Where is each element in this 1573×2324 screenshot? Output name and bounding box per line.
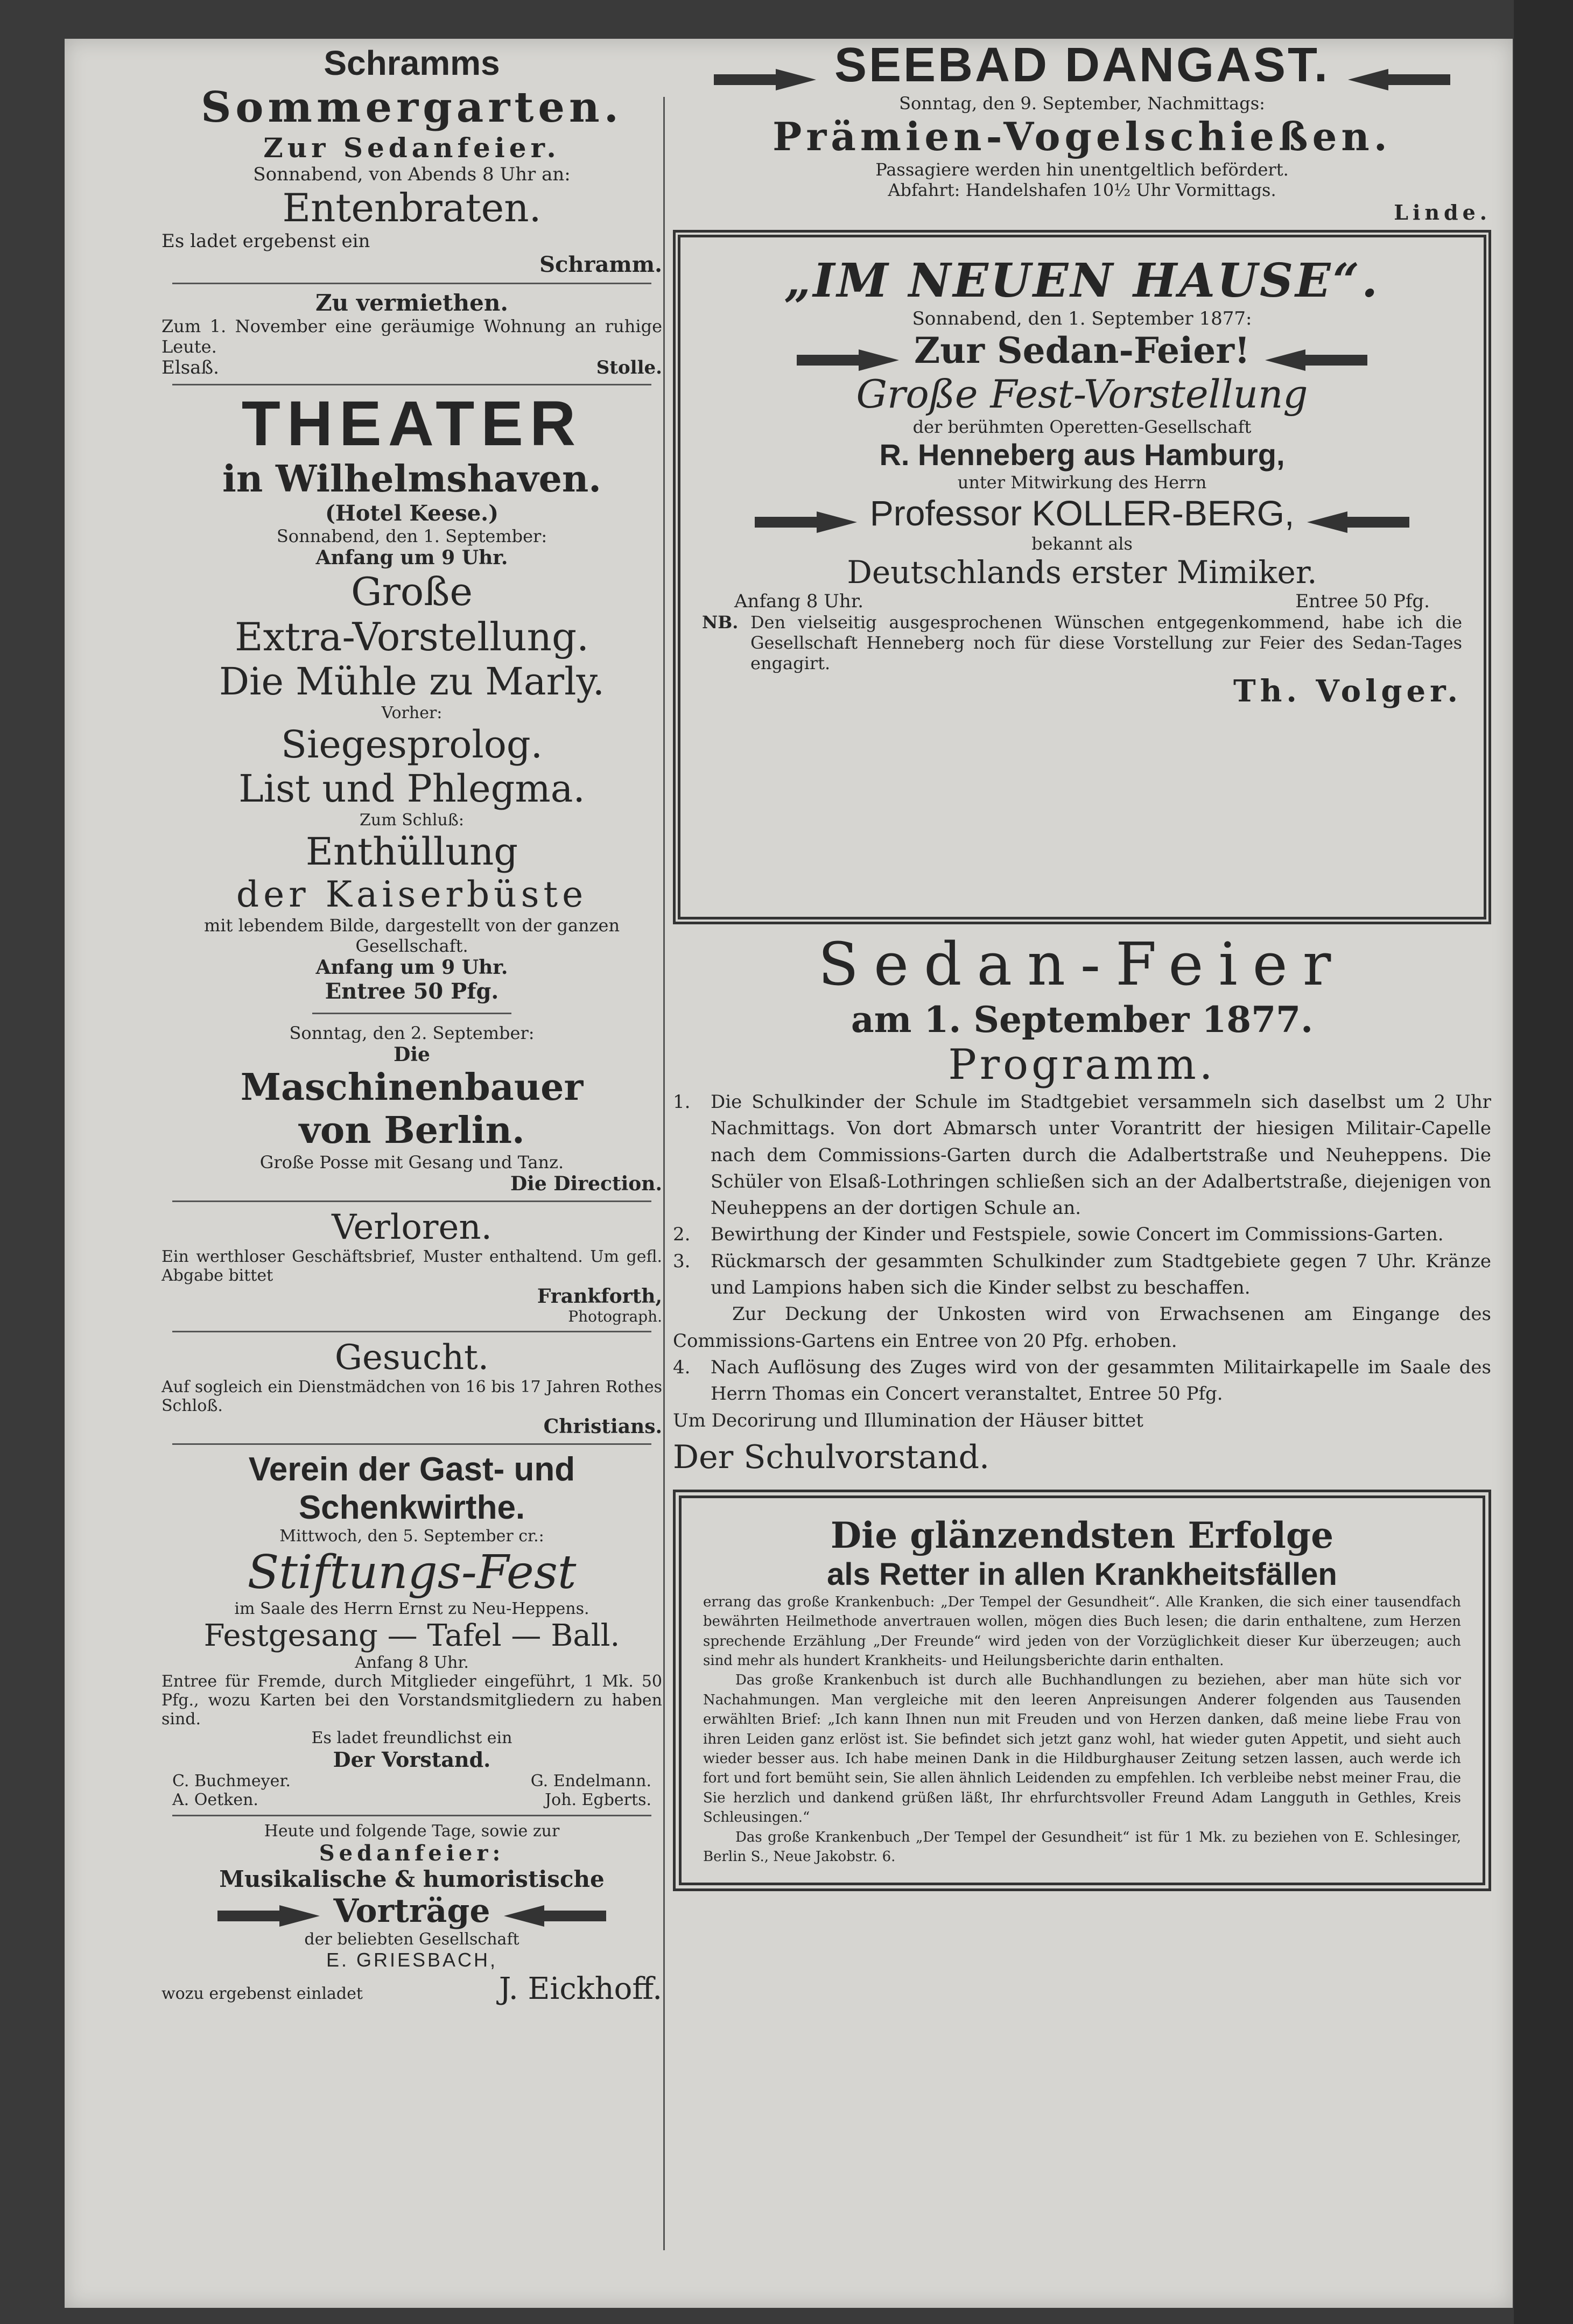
verein-ad bbox=[161, 1450, 662, 1809]
program-item: Rückmarsch der gesammten Schulkinder zum Stadtgebiete gegen 7 Uhr. Kränze und Lampions haben sich die Kinder selbst zu beschaffen. bbox=[711, 1250, 1491, 1299]
ad-start: Anfang um 9 Uhr. bbox=[315, 546, 508, 569]
pointing-hand-icon bbox=[1345, 52, 1453, 85]
divider bbox=[172, 1815, 651, 1816]
ad-line: Vorträge bbox=[333, 1892, 490, 1930]
program-item: Bewirthung der Kinder und Festspiele, sowie Concert im Commissions-Garten. bbox=[711, 1224, 1444, 1246]
ad-vortraege bbox=[161, 1892, 662, 1930]
ad-role: Photograph. bbox=[568, 1307, 662, 1325]
ad-subtitle: Sommergarten. bbox=[201, 83, 623, 132]
ad-play: Maschinenbauer bbox=[240, 1065, 584, 1109]
ad-prolog: Siegesprolog. bbox=[281, 722, 543, 767]
ad-dish: Entenbraten. bbox=[282, 185, 542, 230]
board-member: G. Endelmann. bbox=[530, 1771, 651, 1791]
ad-die: Die bbox=[394, 1043, 430, 1066]
board-member: C. Buchmeyer. bbox=[172, 1771, 291, 1791]
left-column bbox=[161, 43, 662, 2292]
column-divider bbox=[663, 97, 665, 2250]
ad-signature: Frankforth, bbox=[537, 1284, 662, 1308]
ad-nb: Den vielseitig ausgesprochenen Wünschen entgegenkommend, habe ich die Gesellschaft Henneberg noch für diese Vorstellung zur Feier des Sedan-Tages engagirt. bbox=[750, 612, 1462, 673]
ad-entree: Entree 50 Pfg. bbox=[325, 978, 499, 1004]
ad-program: Festgesang — Tafel — Ball. bbox=[203, 1618, 620, 1653]
divider bbox=[172, 384, 651, 385]
ad-date: am 1. September 1877. bbox=[851, 999, 1314, 1041]
wanted-ad bbox=[161, 1338, 662, 1438]
ad-text: Das große Krankenbuch ist durch alle Buchhandlungen zu beziehen, aber man hüte sich vor Nachahmungen. Man vergleiche mit den leeren Anpreisungen Anderer folgenden aus Tausenden erwählten Brief: „Ich kann Ihnen nun mit Freuden und von Herzen danken, daß meine liebe Frau von ihren Leiden ganz erlöst ist. Sie befindet sich jetzt ganz wohl, hat wieder guten Appetit, und sieht auch wieder besser aus. Ich habe meinen Dank in die Hildburghauser Zeitung setzen lassen, auch werde ich fort und fort bemüht sein, Sie allen ähnlich Leidenden zu empfehlen. Ich verbleibe nebst meiner Frau, die Sie herzlich und dankend grüßen läßt, Ihr ehrfurchtsvoller Freund Adam Langguth in Gethles, Kreis Schleusingen.“ bbox=[703, 1672, 1461, 1826]
ad-line: E. GRIESBACH, bbox=[326, 1948, 498, 1971]
ad-date: Mittwoch, den 5. September cr.: bbox=[279, 1526, 544, 1546]
pointing-hand-icon bbox=[711, 52, 819, 85]
ad-unveil: Enthüllung bbox=[305, 829, 518, 874]
erfolge-ad bbox=[673, 1490, 1491, 1891]
ad-sedan: Zur Sedan-Feier! bbox=[914, 329, 1250, 371]
ad-title: „IM NEUEN HAUSE“. bbox=[784, 254, 1380, 308]
ad-place: im Saale des Herrn Ernst zu Neu-Heppens. bbox=[234, 1599, 589, 1618]
short-divider bbox=[312, 1013, 511, 1014]
ad-heading: Zu vermiethen. bbox=[315, 290, 508, 316]
ad-date: Sonnabend, den 1. September 1877: bbox=[912, 308, 1252, 329]
ad-text: Zum 1. November eine geräumige Wohnung an ruhige Leute. bbox=[161, 316, 662, 357]
program-note: Zur Deckung der Unkosten wird von Erwachsenen am Eingange des Commissions-Gartens ein Entree von 20 Pfg. erhoben. bbox=[673, 1303, 1491, 1352]
ad-title: THEATER bbox=[241, 388, 582, 459]
ad-bust: der Kaiserbüste bbox=[236, 873, 588, 915]
ad-fest: Große Fest-Vorstellung bbox=[856, 371, 1308, 417]
ad-entree: Entree 50 Pfg. bbox=[1295, 591, 1430, 612]
sedan-feier-ad bbox=[673, 930, 1491, 1481]
pointing-hand-icon bbox=[1262, 340, 1370, 367]
ad-text: Das große Krankenbuch „Der Tempel der Gesundheit“ ist für 1 Mk. zu beziehen von E. Schlesinger, Berlin S., Neue Jakobstr. 6. bbox=[703, 1829, 1461, 1865]
board-member: A. Oetken. bbox=[172, 1790, 258, 1809]
ad-title: als Retter in allen Krankheitsfällen bbox=[827, 1556, 1337, 1592]
item-number: 1. bbox=[673, 1091, 691, 1113]
program-item: Nach Auflösung des Zuges wird von der gesammten Militairkapelle im Saale des Herrn Thomas ein Concert veranstaltet, Entree 50 Pfg. bbox=[711, 1356, 1491, 1405]
ad-posse: Große Posse mit Gesang und Tanz. bbox=[259, 1152, 564, 1172]
divider bbox=[172, 1331, 651, 1332]
ad-signature: Schramm. bbox=[539, 252, 662, 277]
ad-end: Zum Schluß: bbox=[360, 810, 464, 830]
ad-text: Ein werthloser Geschäftsbrief, Muster enthaltend. Um gefl. Abgabe bittet bbox=[161, 1247, 662, 1285]
ad-title: Verein der Gast- und bbox=[248, 1450, 575, 1488]
pointing-hand-icon bbox=[794, 340, 902, 367]
ad-sedan-row bbox=[702, 329, 1462, 371]
rent-ad bbox=[161, 290, 662, 378]
ad-line: Musikalische & humoristische bbox=[219, 1865, 605, 1892]
item-number: 4. bbox=[673, 1356, 691, 1378]
ad-date: Sonntag, den 9. September, Nachmittags: bbox=[899, 93, 1265, 114]
ad-line: Abfahrt: Handelshafen 10½ Uhr Vormittags. bbox=[888, 180, 1276, 200]
pointing-hand-icon bbox=[1304, 503, 1412, 530]
ad-signature: Die Direction. bbox=[510, 1172, 662, 1195]
ad-text: Auf sogleich ein Dienstmädchen von 16 bis 17 Jahren Rothes Schloß. bbox=[161, 1377, 662, 1415]
ad-fest: Stiftungs-Fest bbox=[247, 1545, 577, 1599]
lost-ad bbox=[161, 1207, 662, 1325]
ad-start: Anfang 8 Uhr. bbox=[355, 1653, 469, 1672]
ad-line: unter Mitwirkung des Herrn bbox=[957, 472, 1207, 493]
pointing-hand-icon bbox=[752, 503, 860, 530]
divider bbox=[172, 1443, 651, 1445]
ad-prof-row bbox=[702, 493, 1462, 533]
item-number: 3. bbox=[673, 1250, 691, 1272]
ad-signature: Th. Volger. bbox=[1233, 673, 1462, 709]
ad-big: Extra-Vorstellung. bbox=[235, 614, 589, 659]
ad-line: bekannt als bbox=[1031, 533, 1133, 554]
ad-signature: J. Eickhoff. bbox=[498, 1971, 662, 2006]
ad-date: Sonnabend, den 1. September: bbox=[276, 525, 547, 546]
ad-program: Programm. bbox=[948, 1041, 1216, 1089]
ad-list: List und Phlegma. bbox=[238, 766, 585, 811]
ad-play: Die Mühle zu Marly. bbox=[219, 659, 605, 704]
item-number: 2. bbox=[673, 1224, 691, 1246]
divider bbox=[172, 1200, 651, 1202]
ad-start: Anfang 8 Uhr. bbox=[734, 591, 864, 612]
ad-professor: Professor KOLLER-BERG, bbox=[869, 493, 1295, 533]
ad-mimic: Deutschlands erster Mimiker. bbox=[847, 554, 1317, 591]
ad-play: von Berlin. bbox=[299, 1108, 525, 1152]
ad-place: Elsaß. bbox=[161, 357, 219, 378]
ad-line: der beliebten Gesellschaft bbox=[304, 1929, 519, 1949]
ad-title: Schramms bbox=[324, 44, 500, 82]
ad-signature: Linde. bbox=[1394, 200, 1491, 224]
ad-living: mit lebendem Bilde, dargestellt von der ganzen Gesellschaft. bbox=[203, 915, 620, 956]
ad-line: Heute und folgende Tage, sowie zur bbox=[264, 1821, 560, 1841]
ad-signature: Der Schulvorstand. bbox=[673, 1438, 990, 1476]
ad-text: errang das große Krankenbuch: „Der Tempel der Gesundheit“. Alle Kranken, die sich einer tausendfach bewährten Heilmethode anvertrauen wollen, mögen dies Buch lesen; die darin enthaltene, zum Herzen sprechende Erzählung „Der Freunde“ wird jeden von der Vorzüglichkeit dieser Kur überzeugen; auch sind mehr als hundert Krankheits- und Heilungsberichte darin enthalten. bbox=[703, 1593, 1461, 1669]
ad-line: Sedanfeier: bbox=[319, 1840, 505, 1866]
ad-title-row bbox=[673, 38, 1491, 93]
ad-heading: Verloren. bbox=[332, 1207, 492, 1247]
right-column bbox=[673, 38, 1491, 2292]
page-edge bbox=[1514, 0, 1573, 2324]
ad-line: Passagiere werden hin unentgeltlich befördert. bbox=[875, 159, 1289, 180]
ad-invite: Es ladet freundlichst ein bbox=[311, 1728, 512, 1747]
ad-big: Große bbox=[351, 568, 473, 614]
ad-signature: Christians. bbox=[543, 1415, 662, 1438]
ad-invite: Es ladet ergebenst ein bbox=[161, 230, 370, 252]
ad-title: Sedan-Feier bbox=[818, 930, 1346, 999]
ad-title: SEEBAD DANGAST. bbox=[834, 38, 1330, 92]
eickhoff-ad bbox=[161, 1822, 662, 2006]
program-item: Die Schulkinder der Schule im Stadtgebiet versammeln sich daselbst um 2 Uhr Nachmittags. Von dort Abmarsch unter Vorantritt der hiesigen Militair-Capelle nach dem Commissions-Garten durch die Adalbertstraße und Neuheppens. Die Schüler von Elsaß-Lothringen schließen sich an der Adalbertstraße, diejenigen von Neuheppens an der dortigen Schule an. bbox=[711, 1091, 1491, 1219]
ad-line: Sonnabend, von Abends 8 Uhr an: bbox=[253, 164, 571, 185]
ad-event: Prämien-Vogelschießen. bbox=[773, 114, 1392, 159]
ad-board: Der Vorstand. bbox=[333, 1747, 491, 1772]
program-note: Um Decorirung und Illumination der Häuser bittet bbox=[673, 1409, 1143, 1431]
nb-label: NB. bbox=[702, 612, 739, 633]
ad-text: Entree für Fremde, durch Mitglieder eingeführt, 1 Mk. 50 Pfg., wozu Karten bei den Vorstandsmitgliedern zu haben sind. bbox=[161, 1672, 662, 1729]
schramm-ad bbox=[161, 43, 662, 277]
divider bbox=[172, 283, 651, 284]
ad-start: Anfang um 9 Uhr. bbox=[315, 956, 508, 979]
ad-troupe: R. Henneberg aus Hamburg, bbox=[879, 438, 1285, 472]
ad-subtitle: in Wilhelmshaven. bbox=[222, 457, 601, 501]
dangast-ad bbox=[673, 38, 1491, 224]
ad-hotel: (Hotel Keese.) bbox=[325, 500, 499, 526]
pointing-hand-icon bbox=[501, 1900, 609, 1927]
im-neuen-hause-ad bbox=[673, 230, 1491, 924]
theater-ad bbox=[161, 388, 662, 1195]
board-member: Joh. Egberts. bbox=[545, 1790, 651, 1809]
ad-line: wozu ergebenst einladet bbox=[161, 1984, 363, 2003]
ad-heading: Zur Sedanfeier. bbox=[263, 132, 560, 164]
ad-line: der berühmten Operetten-Gesellschaft bbox=[912, 417, 1252, 437]
ad-signature: Stolle. bbox=[596, 357, 662, 378]
ad-title: Schenkwirthe. bbox=[298, 1489, 525, 1526]
ad-before: Vorher: bbox=[381, 703, 443, 722]
ad-date: Sonntag, den 2. September: bbox=[289, 1022, 535, 1043]
pointing-hand-icon bbox=[215, 1900, 322, 1927]
ad-title: Die glänzendsten Erfolge bbox=[830, 1514, 1334, 1556]
ad-heading: Gesucht. bbox=[334, 1337, 489, 1378]
